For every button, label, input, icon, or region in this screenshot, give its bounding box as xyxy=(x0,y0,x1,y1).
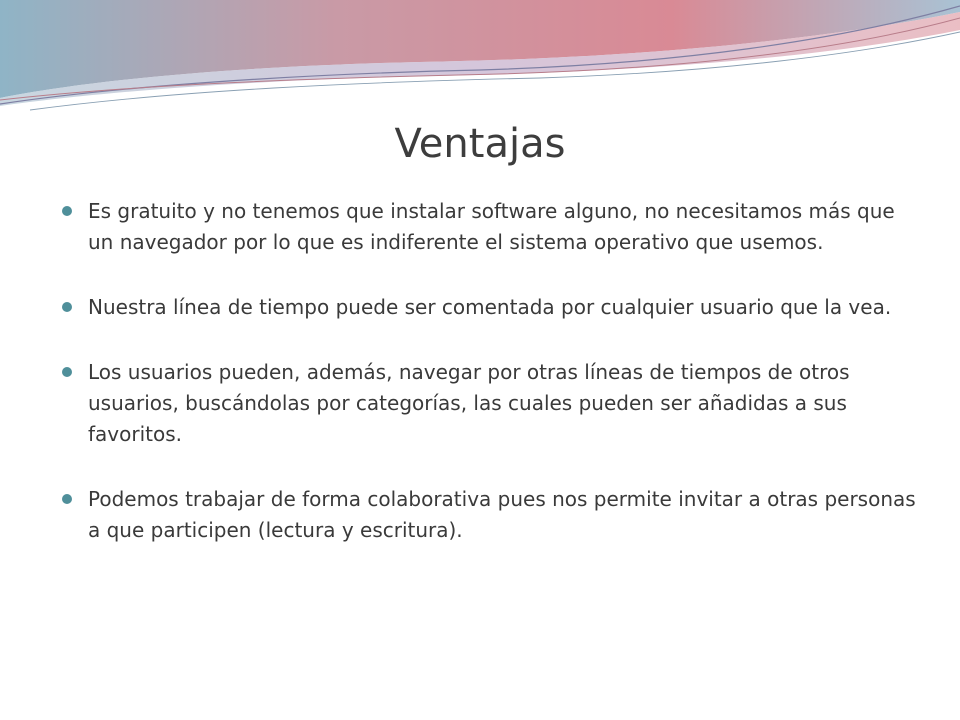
bullet-item xyxy=(60,292,920,323)
bullet-text: Los usuarios pueden, además, navegar por otras líneas de tiempos de otros usuarios, buscándolas por categorías, las cuales pueden ser añadidas a sus favoritos. xyxy=(88,360,850,446)
bullet-dot-icon xyxy=(62,367,72,377)
bullet-dot-icon xyxy=(62,494,72,504)
bullet-list xyxy=(60,196,920,580)
bullet-text: Es gratuito y no tenemos que instalar software alguno, no necesitamos más que un navegador por lo que es indiferente el sistema operativo que usemos. xyxy=(88,199,895,254)
bullet-dot-icon xyxy=(62,206,72,216)
slide-title: Ventajas xyxy=(394,121,566,167)
bullet-dot-icon xyxy=(62,302,72,312)
header-wave-decoration xyxy=(0,0,960,120)
bullet-item xyxy=(60,357,920,450)
bullet-text: Nuestra línea de tiempo puede ser comentada por cualquier usuario que la vea. xyxy=(88,295,892,319)
bullet-item xyxy=(60,196,920,258)
bullet-item xyxy=(60,484,920,546)
bullet-text: Podemos trabajar de forma colaborativa pues nos permite invitar a otras personas a que participen (lectura y escritura). xyxy=(88,487,916,542)
